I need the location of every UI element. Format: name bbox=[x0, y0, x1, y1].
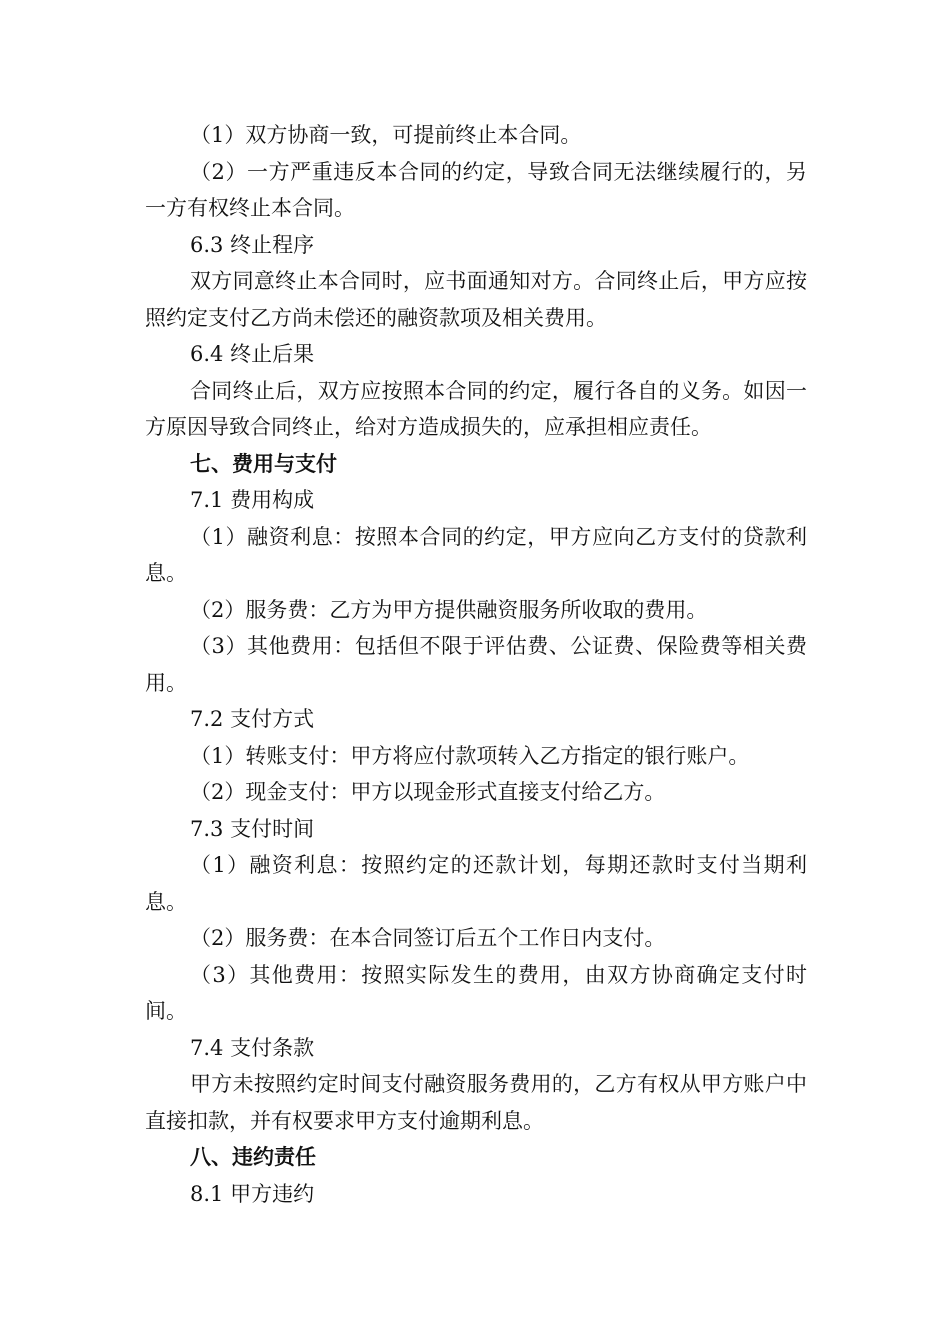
clause-item-7-3-3: （3）其他费用：按照实际发生的费用，由双方协商确定支付时间。 bbox=[145, 962, 807, 1023]
subheading-8-1: 8.1 甲方违约 bbox=[190, 1181, 315, 1206]
clause-item-7-2-1: （1）转账支付：甲方将应付款项转入乙方指定的银行账户。 bbox=[190, 743, 750, 768]
clause-item-7-3-2: （2）服务费：在本合同签订后五个工作日内支付。 bbox=[190, 926, 666, 950]
clause-item-7-3-1: （1）融资利息：按照约定的还款计划，每期还款时支付当期利息。 bbox=[145, 853, 807, 914]
subheading-7-2: 7.2 支付方式 bbox=[190, 707, 315, 731]
clause-item-7-2-2: （2）现金支付：甲方以现金形式直接支付给乙方。 bbox=[190, 780, 666, 804]
section-heading-8: 八、违约责任 bbox=[190, 1145, 316, 1169]
subheading-7-1: 7.1 费用构成 bbox=[190, 488, 315, 512]
clause-item-7-1-2: （2）服务费：乙方为甲方提供融资服务所收取的费用。 bbox=[190, 597, 708, 622]
body-6-4: 合同终止后，双方应按照本合同的约定，履行各自的义务。如因一方原因导致合同终止，给对方造成损失的，应承担相应责任。 bbox=[145, 378, 807, 439]
clause-item-6-2-1: （1）双方协商一致，可提前终止本合同。 bbox=[190, 123, 582, 147]
clause-item-6-2-2: （2）一方严重违反本合同的约定，导致合同无法继续履行的，另一方有权终止本合同。 bbox=[145, 159, 807, 220]
body-7-4: 甲方未按照约定时间支付融资服务费用的，乙方有权从甲方账户中直接扣款，并有权要求甲方支付逾期利息。 bbox=[145, 1072, 807, 1133]
subheading-6-4: 6.4 终止后果 bbox=[190, 342, 315, 366]
subheading-6-3: 6.3 终止程序 bbox=[190, 232, 315, 257]
body-6-3: 双方同意终止本合同时，应书面通知对方。合同终止后，甲方应按照约定支付乙方尚未偿还的融资款项及相关费用。 bbox=[145, 269, 807, 330]
subheading-7-4: 7.4 支付条款 bbox=[190, 1035, 315, 1060]
section-heading-7: 七、费用与支付 bbox=[190, 451, 337, 476]
subheading-7-3: 7.3 支付时间 bbox=[190, 816, 315, 841]
document-body bbox=[145, 117, 807, 1212]
clause-item-7-1-3: （3）其他费用：包括但不限于评估费、公证费、保险费等相关费用。 bbox=[145, 634, 807, 695]
clause-item-7-1-1: （1）融资利息：按照本合同的约定，甲方应向乙方支付的贷款利息。 bbox=[145, 524, 807, 585]
